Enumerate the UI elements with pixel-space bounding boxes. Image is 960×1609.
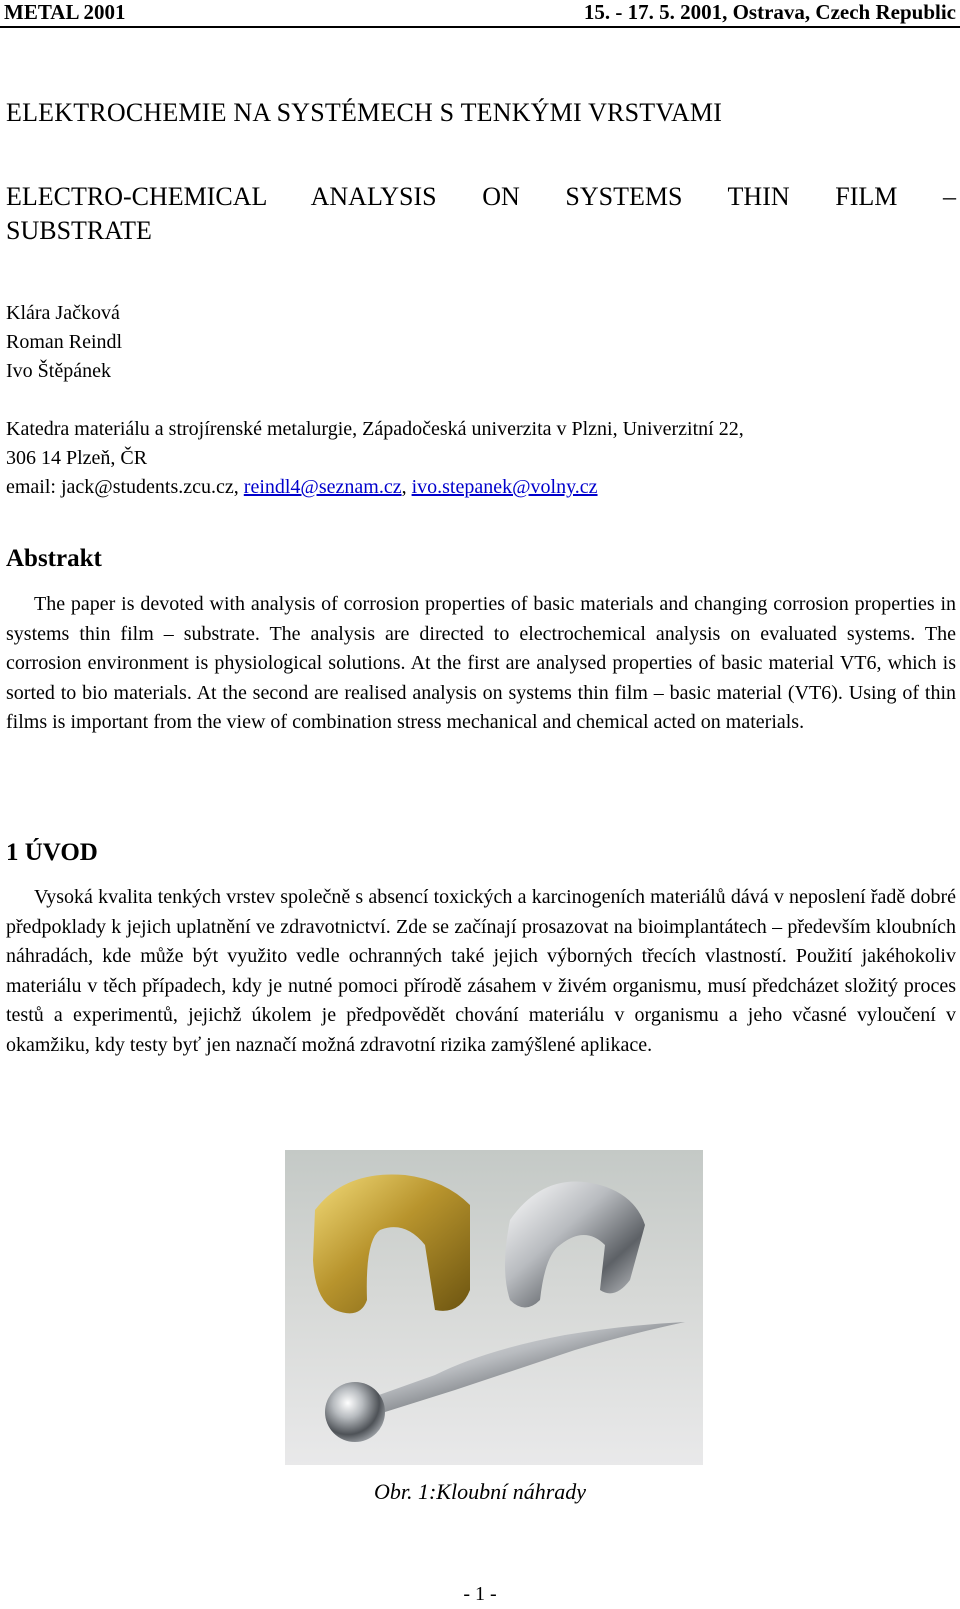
affiliation <box>6 415 956 502</box>
abstract-text: The paper is devoted with analysis of corrosion properties of basic materials and changing corrosion properties in systems thin film – substrate. The analysis are directed to electrochemical analysis on evaluated systems. The corrosion environment is physiological solutions. At the first are analysed properties of basic material VT6, which is sorted to bio materials. At the second are realised analysis on systems thin film – basic material (VT6). Using of thin films is important from the view of combination stress mechanical and chemical acted on materials. <box>6 593 956 733</box>
email-separator: , <box>401 476 412 498</box>
figure-joint-replacements-photo <box>285 1150 703 1465</box>
figure-caption: Obr. 1:Kloubní náhrady <box>373 1479 587 1504</box>
author: Ivo Štěpánek <box>6 360 111 382</box>
steel-knee-implant <box>505 1182 645 1308</box>
affiliation-line2: 306 14 Plzeň, ČR <box>6 447 148 469</box>
section-heading-uvod: 1 ÚVOD <box>6 839 98 866</box>
author: Roman Reindl <box>6 331 123 353</box>
abstract-heading: Abstrakt <box>6 545 102 572</box>
title-english-line2: SUBSTRATE <box>6 216 152 245</box>
hip-stem <box>365 1322 685 1412</box>
title-czech: ELEKTROCHEMIE NA SYSTÉMECH S TENKÝMI VRSTVAMI <box>6 98 723 127</box>
implant-illustration <box>285 1150 703 1465</box>
gold-knee-implant <box>313 1174 470 1313</box>
author: Klára Jačková <box>6 302 120 324</box>
title-english <box>6 180 956 248</box>
header-date-location: 15. - 17. 5. 2001, Ostrava, Czech Republic <box>583 0 956 24</box>
running-header <box>0 0 960 28</box>
email-label: email: jack@students.zcu.cz, <box>6 476 244 498</box>
title-english-line1: ELECTRO-CHEMICAL ANALYSIS ON SYSTEMS THIN FILM – <box>6 182 956 211</box>
email-line <box>6 473 956 502</box>
page-number: - 1 - <box>463 1583 497 1605</box>
section-uvod-text: Vysoká kvalita tenkých vrstev společně s absencí toxických a karcinogeních materiálů dává v neposlení řadě dobré předpoklady k jejich uplatnění ve zdravotnictví. Zde se začínají prosazovat na bioimplantátech – především kloubních náhradách, kde může být využito vedle ochranných také jejich výborných třecích vlastností. Použití jakéhokoliv materiálu v těch případech, kdy je nutné pomoci přírodě zásahem v živém organismu, musí předcházet složitý proces testů a experimentů, jejichž úkolem je předpovědět chování materiálu v organismu a jeho včasné vyloučení v okamžiku, kdy testy byť jen naznačí možná zdravotní rizika zamýšlené aplikace. <box>6 886 956 1056</box>
email-link-stepanek[interactable]: ivo.stepanek@volny.cz <box>411 476 598 498</box>
hip-ball-head <box>325 1382 385 1442</box>
authors <box>6 299 956 386</box>
header-conference: METAL 2001 <box>4 0 126 24</box>
affiliation-line1: Katedra materiálu a strojírenské metalurgie, Západočeská univerzita v Plzni, Univerzitní 22, <box>6 418 744 440</box>
email-link-reindl[interactable]: reindl4@seznam.cz <box>243 476 402 498</box>
